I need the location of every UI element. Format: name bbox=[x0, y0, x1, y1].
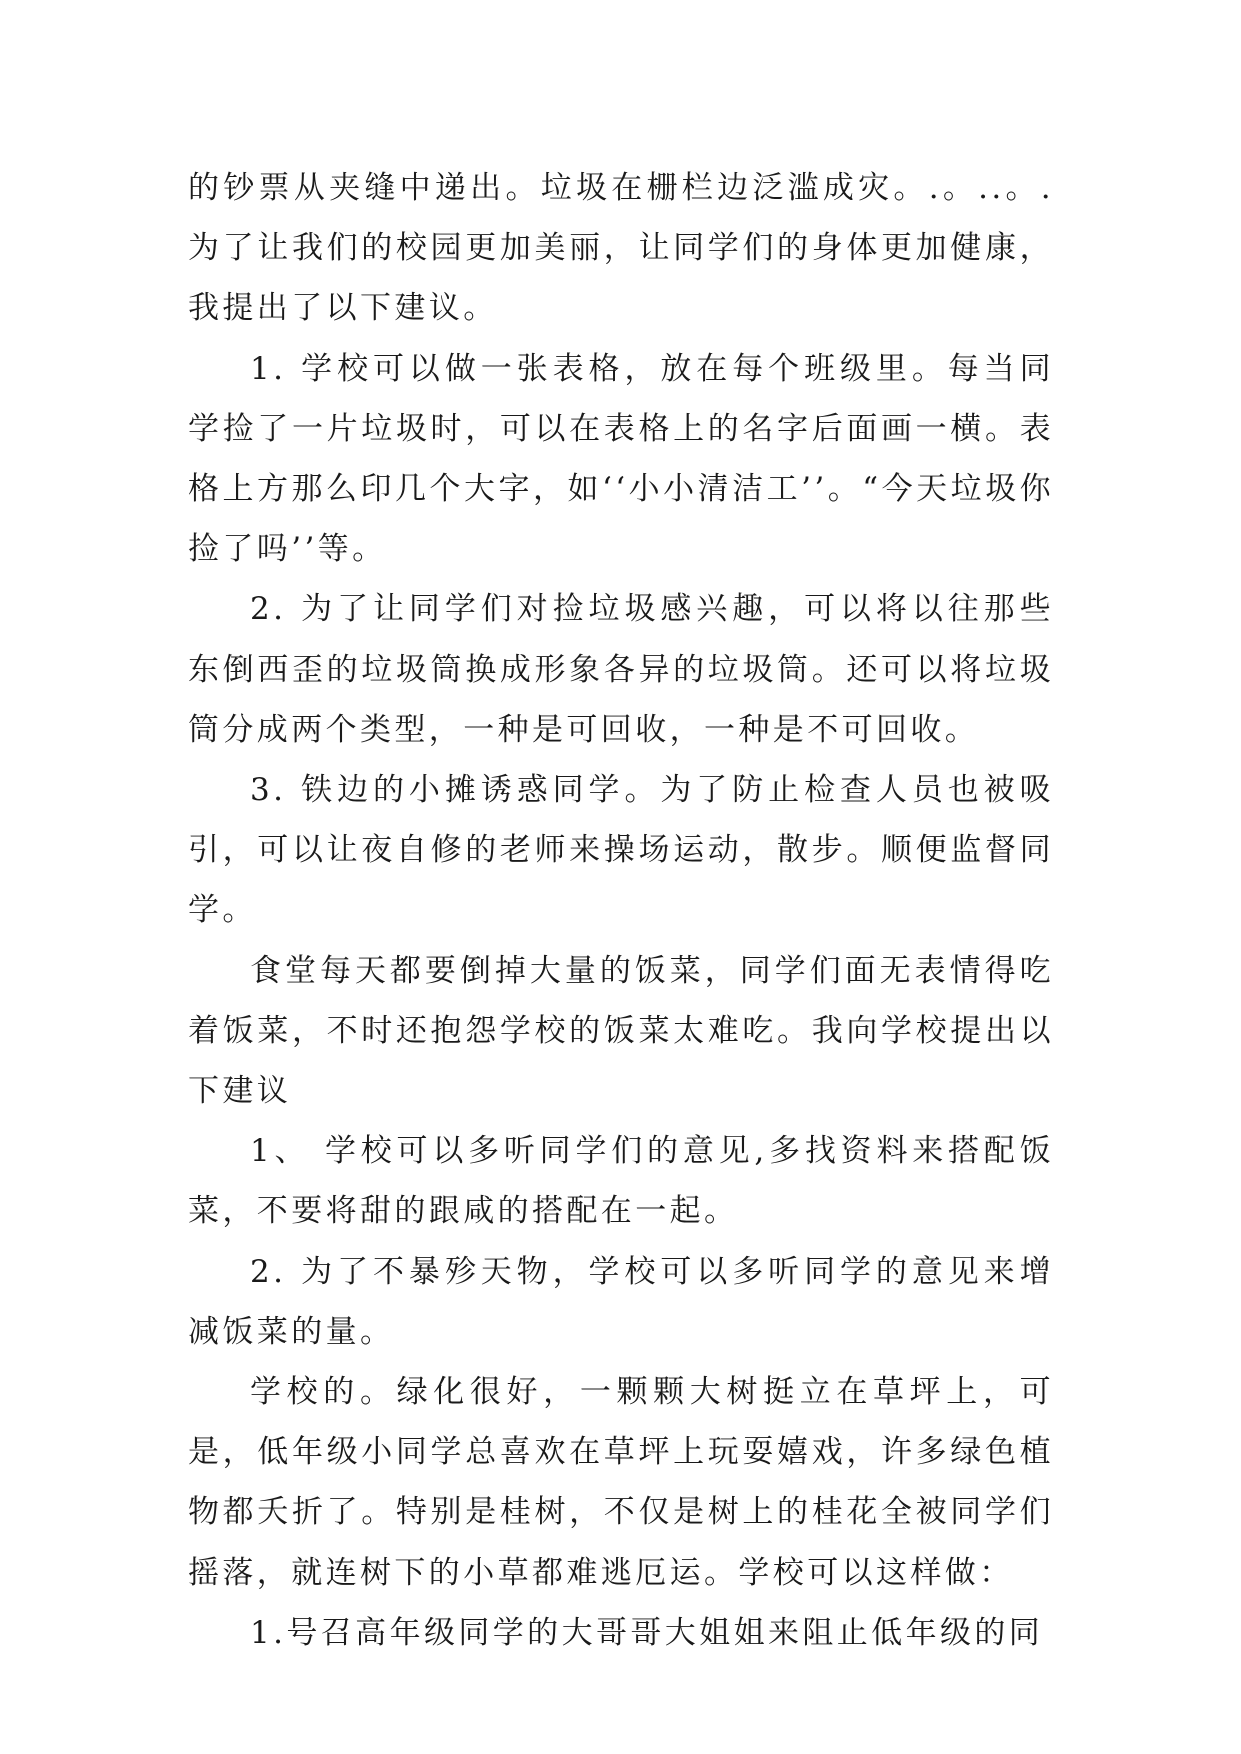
paragraph-continuation: 的钞票从夹缝中递出。垃圾在栅栏边泛滥成灾。.。..。.为了让我们的校园更加美丽，让同学们的身体更加健康，我提出了以下建议。 bbox=[188, 170, 1054, 327]
paragraph-suggestion-1: 1. 学校可以做一张表格，放在每个班级里。每当同学捡了一片垃圾时，可以在表格上的名字后面画一横。表格上方那么印几个大字，如‘‘小小清洁工’’。“今天垃圾你捡了吗’’等。 bbox=[188, 350, 1054, 568]
paragraph-canteen-suggestion-2: 2. 为了不暴殄天物，学校可以多听同学的意见来增减饭菜的量。 bbox=[188, 1253, 1054, 1350]
paragraph-greening-suggestion-1: 1.号召高年级同学的大哥哥大姐姐来阻止低年级的同 bbox=[250, 1614, 1044, 1651]
paragraph-canteen-intro: 食堂每天都要倒掉大量的饭菜，同学们面无表情得吃着饭菜，不时还抱怨学校的饭菜太难吃。我向学校提出以下建议 bbox=[188, 952, 1054, 1110]
paragraph-suggestion-2: 2. 为了让同学们对捡垃圾感兴趣，可以将以往那些东倒西歪的垃圾筒换成形象各异的垃圾筒。还可以将垃圾筒分成两个类型，一种是可回收，一种是不可回收。 bbox=[188, 591, 1054, 748]
paragraph-suggestion-3: 3. 铁边的小摊诱惑同学。为了防止检查人员也被吸引，可以让夜自修的老师来操场运动，散步。顺便监督同学。 bbox=[188, 772, 1054, 929]
paragraph-greening-intro: 学校的。绿化很好，一颗颗大树挺立在草坪上，可是，低年级小同学总喜欢在草坪上玩耍嬉戏，许多绿色植物都夭折了。特别是桂树，不仅是树上的桂花全被同学们摇落，就连树下的小草都难逃厄运。学校可以这样做： bbox=[188, 1374, 1054, 1591]
paragraph-canteen-suggestion-1: 1、 学校可以多听同学们的意见,多找资料来搭配饭菜，不要将甜的跟咸的搭配在一起。 bbox=[188, 1133, 1054, 1230]
document-body bbox=[188, 158, 1054, 1663]
